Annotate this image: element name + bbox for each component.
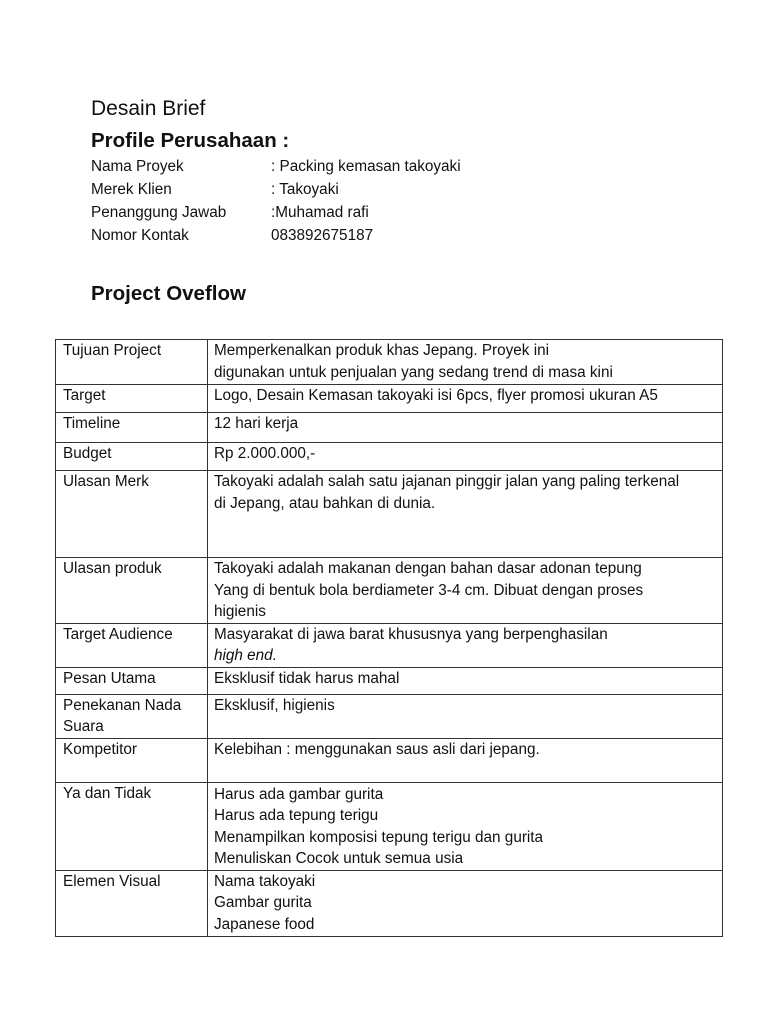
- value-line: 12 hari kerja: [214, 415, 299, 432]
- value-line: Gambar gurita: [214, 894, 312, 911]
- row-label: Tujuan Project: [56, 340, 208, 385]
- profile-heading: Profile Perusahaan :: [91, 129, 290, 152]
- table-row-visual-elements: [56, 870, 723, 936]
- table-row-timeline: [56, 413, 723, 443]
- row-value: [208, 694, 723, 738]
- row-value: [208, 738, 723, 782]
- row-value: [208, 782, 723, 870]
- row-label: Pesan Utama: [56, 667, 208, 694]
- row-label: Target Audience: [56, 623, 208, 667]
- value-line: Japanese food: [214, 915, 315, 933]
- table-row-budget: [56, 443, 723, 471]
- value-line: Nama takoyaki: [214, 872, 316, 890]
- row-value: [208, 558, 723, 624]
- value-line: Eksklusif tidak harus mahal: [214, 669, 400, 687]
- value-line: di Jepang, atau bahkan di dunia.: [214, 494, 436, 512]
- row-label: Ulasan produk: [56, 558, 208, 624]
- value-line: Takoyaki adalah makanan dengan bahan dasar adonan tepung: [214, 560, 642, 577]
- brief-table: [55, 339, 723, 937]
- row-value: [208, 443, 723, 471]
- profile-row-contact-number: [91, 225, 551, 248]
- value-line: Yang di bentuk bola berdiameter 3-4 cm. Dibuat dengan proses: [214, 581, 644, 599]
- table-row-product-review: [56, 558, 723, 624]
- row-label: Timeline: [56, 413, 208, 443]
- row-value: [208, 667, 723, 694]
- row-label: Ya dan Tidak: [56, 782, 208, 870]
- value-line: Masyarakat di jawa barat khususnya yang berpenghasilan: [214, 625, 608, 643]
- table-row-main-message: [56, 667, 723, 694]
- profile-label: Nomor Kontak: [91, 227, 189, 244]
- profile-value: :Muhamad rafi: [271, 204, 369, 221]
- row-value: [208, 623, 723, 667]
- value-line: digunakan untuk penjualan yang sedang trend di masa kini: [214, 363, 613, 381]
- row-label: Elemen Visual: [56, 870, 208, 936]
- profile-label: Merek Klien: [91, 181, 172, 198]
- table-row-target: [56, 385, 723, 413]
- row-label-text: Penekanan Nada Suara: [63, 696, 182, 735]
- table-row-target-audience: [56, 623, 723, 667]
- row-label: Target: [56, 385, 208, 413]
- row-value: [208, 870, 723, 936]
- row-label: Budget: [56, 443, 208, 471]
- row-label: Kompetitor: [56, 738, 208, 782]
- profile-value: : Takoyaki: [271, 181, 339, 198]
- table-row-dos-and-donts: [56, 782, 723, 870]
- value-line: Harus ada gambar gurita: [214, 785, 384, 803]
- value-line: Logo, Desain Kemasan takoyaki isi 6pcs, flyer promosi ukuran A5: [214, 387, 658, 404]
- value-line: Memperkenalkan produk khas Jepang. Proyek ini: [214, 342, 550, 359]
- profile-row-client-brand: [91, 179, 551, 202]
- table-row-brand-review: [56, 471, 723, 558]
- profile-value: : Packing kemasan takoyaki: [271, 158, 461, 175]
- value-line: Menampilkan komposisi tepung terigu dan gurita: [214, 828, 544, 846]
- table-row-tone-of-voice: [56, 694, 723, 738]
- row-value: [208, 471, 723, 558]
- project-overflow-heading: Project Oveflow: [91, 282, 246, 305]
- profile-row-person-in-charge: [91, 202, 551, 225]
- profile-label: Nama Proyek: [91, 158, 184, 175]
- row-label: Ulasan Merk: [56, 471, 208, 558]
- value-line: high end.: [214, 647, 277, 664]
- table-row-competitor: [56, 738, 723, 782]
- value-line: Harus ada tepung terigu: [214, 807, 379, 824]
- value-line: Menuliskan Cocok untuk semua usia: [214, 850, 464, 867]
- profile-info-list: [91, 156, 551, 248]
- value-line: Eksklusif, higienis: [214, 696, 335, 714]
- document-title: Desain Brief: [91, 97, 206, 120]
- value-line: higienis: [214, 603, 266, 620]
- row-value: [208, 385, 723, 413]
- profile-value: 083892675187: [271, 227, 374, 244]
- row-value: [208, 340, 723, 385]
- value-line: Rp 2.000.000,-: [214, 445, 316, 462]
- profile-row-project-name: [91, 156, 551, 179]
- profile-label: Penanggung Jawab: [91, 204, 227, 221]
- table-row-project-goal: [56, 340, 723, 385]
- value-line: Takoyaki adalah salah satu jajanan pinggir jalan yang paling terkenal: [214, 473, 680, 490]
- row-value: [208, 413, 723, 443]
- row-label: [56, 694, 208, 738]
- value-line: Kelebihan : menggunakan saus asli dari jepang.: [214, 740, 540, 758]
